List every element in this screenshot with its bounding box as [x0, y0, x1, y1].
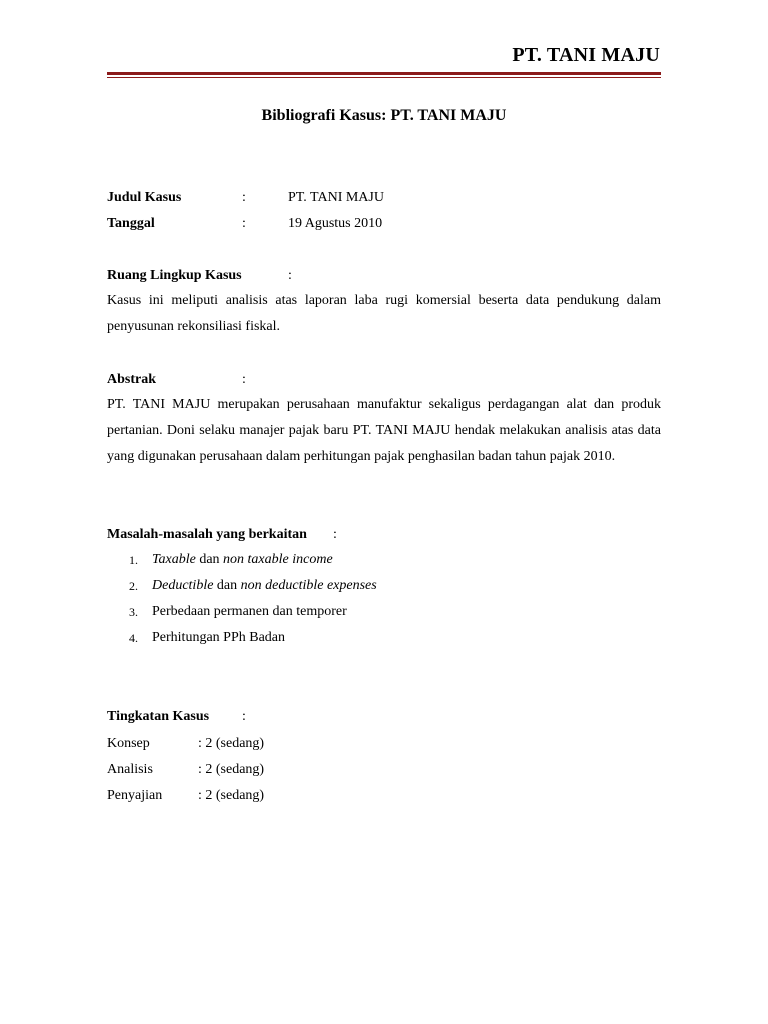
list-item-text: [152, 573, 377, 599]
issues-separator: :: [333, 527, 337, 542]
judul-kasus-separator: :: [242, 190, 246, 205]
list-item-text: Perhitungan PPh Badan: [152, 630, 285, 645]
list-item-text: [152, 547, 333, 573]
list-number: 3.: [129, 605, 138, 619]
header-rule-thin: [107, 77, 661, 78]
level-row-value: : 2 (sedang): [198, 762, 265, 777]
level-separator: :: [242, 709, 246, 724]
tanggal-label: Tanggal: [107, 216, 155, 231]
document-title: Bibliografi Kasus: PT. TANI MAJU: [261, 107, 507, 124]
abstract-paragraph: PT. TANI MAJU merupakan perusahaan manufaktur sekaligus perdagangan alat dan produk pertanian. Doni selaku manajer pajak baru PT. TANI MAJU hendak melakukan analisis atas data yang digunakan perusahaan dalam perhitungan pajak penghasilan badan tahun pajak 2010.: [107, 397, 661, 464]
list-number: 4.: [129, 631, 138, 645]
list-item-term: non taxable income: [223, 552, 333, 567]
list-item-term: non deductible expenses: [240, 578, 377, 593]
list-item-conjunction: dan: [213, 578, 241, 593]
level-row-value: : 2 (sedang): [198, 788, 265, 803]
level-row-label: Konsep: [107, 736, 150, 751]
scope-heading: Ruang Lingkup Kasus: [107, 268, 242, 283]
issues-heading: Masalah-masalah yang berkaitan: [107, 527, 307, 542]
list-number: 2.: [129, 579, 138, 593]
list-number: 1.: [129, 553, 138, 567]
level-heading: Tingkatan Kasus: [107, 709, 210, 724]
scope-paragraph: Kasus ini meliputi analisis atas laporan laba rugi komersial beserta data pendukung dalam penyusunan rekonsiliasi fiskal.: [107, 293, 661, 334]
scope-separator: :: [288, 268, 292, 283]
header-rule-thick: [107, 72, 661, 75]
level-row-label: Analisis: [107, 762, 153, 777]
abstract-separator: :: [242, 372, 246, 387]
list-item-term: Deductible: [152, 578, 214, 593]
tanggal-value: 19 Agustus 2010: [288, 216, 383, 231]
running-header-company: PT. TANI MAJU: [512, 44, 660, 66]
list-item-text: Perbedaan permanen dan temporer: [152, 604, 347, 619]
level-row-value: : 2 (sedang): [198, 736, 265, 751]
list-item-term: Taxable: [152, 552, 196, 567]
list-item-conjunction: dan: [195, 552, 224, 567]
judul-kasus-value: PT. TANI MAJU: [288, 190, 384, 205]
tanggal-separator: :: [242, 216, 246, 231]
abstract-heading: Abstrak: [107, 372, 157, 387]
level-row-label: Penyajian: [107, 788, 163, 803]
judul-kasus-label: Judul Kasus: [107, 190, 182, 205]
